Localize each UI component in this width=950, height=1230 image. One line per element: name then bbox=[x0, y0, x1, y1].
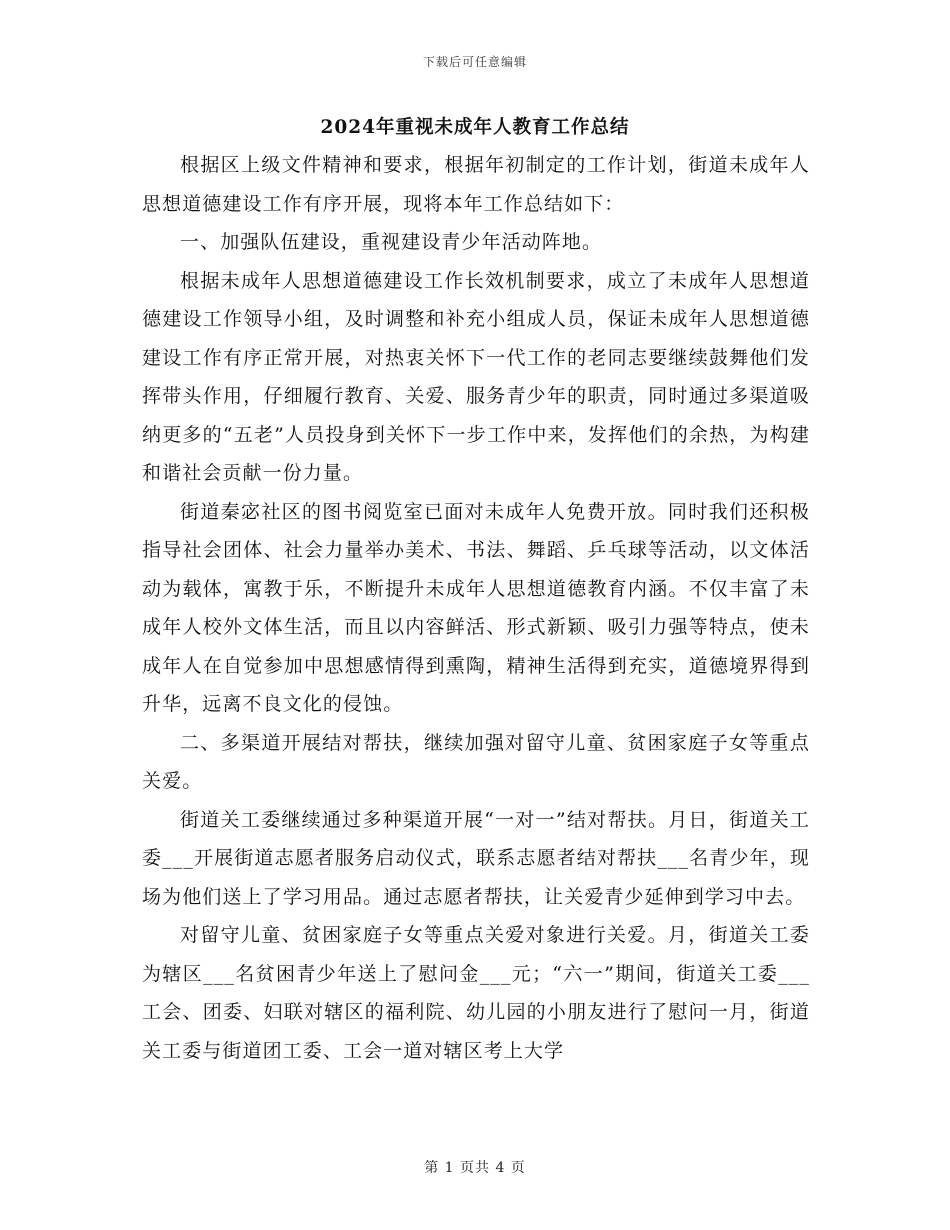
paragraph-one-to-one: 街道关工委继续通过多种渠道开展“一对一”结对帮扶。月日，街道关工委___开展街道志愿者服务启动仪式，联系志愿者结对帮扶___名青少年，现场为他们送上了学习用品。通过志愿者帮扶，让关爱青少延伸到学习中去。 bbox=[142, 808, 810, 908]
paragraph-key-care: 对留守儿童、贫困家庭子女等重点关爱对象进行关爱。月，街道关工委为辖区___名贫困青少年送上了慰问金___元；“六一”期间，街道关工委___工会、团委、妇联对辖区的福利院、幼儿园的小朋友进行了慰问一月，街道关工委与街道团工委、工会一道对辖区考上大学 bbox=[142, 924, 810, 1062]
header-note: 下载后可任意编辑 bbox=[422, 55, 527, 69]
document-body bbox=[142, 146, 810, 1070]
section-heading-1: 一、加强队伍建设，重视建设青少年活动阵地。 bbox=[180, 231, 603, 253]
paragraph-team-building: 根据未成年人思想道德建设工作长效机制要求，成立了未成年人思想道德建设工作领导小组，及时调整和补充小组成人员，保证未成年人思想道德建设工作有序正常开展，对热衷关怀下一代工作的老同志要继续鼓舞他们发挥带头作用，仔细履行教育、关爱、服务青少年的职责，同时通过多渠道吸纳更多的“五老”人员投身到关怀下一步工作中来，发挥他们的余热，为构建和谐社会贡献一份力量。 bbox=[142, 269, 810, 484]
document-title: 2024年重视未成年人教育工作总结 bbox=[320, 117, 630, 138]
page-number: 第 1 页共 4 页 bbox=[424, 1160, 526, 1176]
paragraph-library-activities: 街道秦宓社区的图书阅览室已面对未成年人免费开放。同时我们还积极指导社会团体、社会力量举办美术、书法、舞蹈、乒乓球等活动，以文体活动为载体，寓教于乐，不断提升未成年人思想道德教育内涵。不仅丰富了未成年人校外文体生活，而且以内容鲜活、形式新颖、吸引力强等特点，使未成年人在自觉参加中思想感情得到熏陶，精神生活得到充实，道德境界得到升华，远离不良文化的侵蚀。 bbox=[142, 500, 810, 715]
section-heading-2: 二、多渠道开展结对帮扶，继续加强对留守儿童、贫困家庭子女等重点关爱。 bbox=[142, 731, 810, 792]
paragraph-intro: 根据区上级文件精神和要求，根据年初制定的工作计划，街道未成年人思想道德建设工作有序开展，现将本年工作总结如下： bbox=[142, 154, 810, 215]
